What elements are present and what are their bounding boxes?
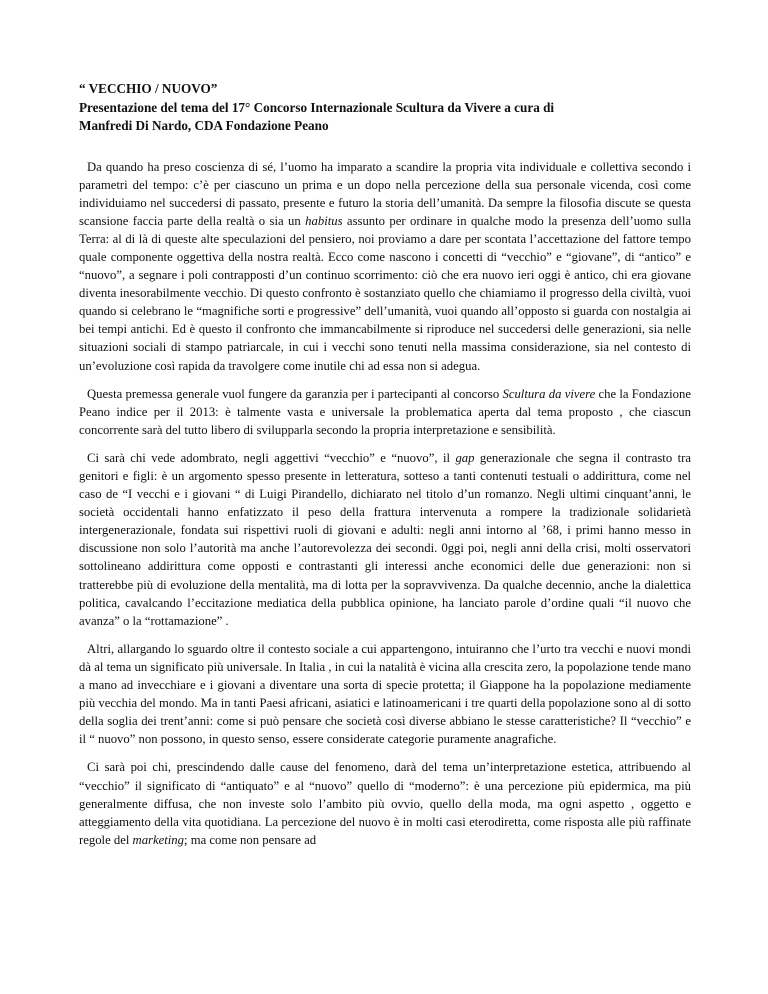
- paragraph-text: generazionale che segna il contrasto tra genitori e figli: è un argomento spesso presente in letteratura, sotteso a tanti contenuti testuali o addirittura, come nel caso de “I vecchi e i giovani “ di Luigi Pirandello, dichiarato nel titolo d’un romanzo. Negli ultimi cinquant’anni, le società occidentali hanno enfatizzato il peso della frattura intervenuta a rompere la tradizionale solidarietà intergenerazionale, fondata sui rispettivi ruoli di giovani e adulti: negli anni intorno al ’68, i primi hanno messo in discussione non solo l’autorità ma anche l’autorevolezza dei secondi. 0ggi poi, negli anni della crisi, molti osservatori sottolineano addirittura come opposti e contrastanti gli interessi anche economici delle due generazioni: non si tratterebbe più di evoluzione della mentalità, ma di lotta per la sopravvivenza. Da qualche decennio, anche la dialettica politica, cavalcando l’eccitazione mediatica della pubblica opinione, ha lanciato parole d’ordine quali “il nuovo che avanza” o la “rottamazione” .: [79, 450, 691, 628]
- paragraph-text: assunto per ordinare in qualche modo la presenza dell’uomo sulla Terra: al di là di queste alte speculazioni del pensiero, noi proviamo a dare per scontata l’accettazione del fattore tempo quale componente oggettiva della nostra realtà. Ecco come nascono i concetti di “vecchio” e “giovane”, di “antico” e “nuovo”, a segnare i poli contrapposti d’un continuo scorrimento: ciò che era nuovo ieri oggi è antico, chi era giovane diventa inesorabilmente vecchio. Di questo confronto è sostanziato quello che chiamiamo il progresso della civiltà, vuoi quando si celebrano le “magnifiche sorti e progressive” dell’umanità, vuoi quando all’opposto si guarda con nostalgia ai bei tempi antichi. Ed è questo il confronto che immancabilmente si riproduce nel succedersi delle generazioni, sia nelle situazioni sociali di stampo patriarcale, in cui i vecchi sono tenuti nella massima considerazione, sia nel contesto di un’evoluzione così rapida da travolgere come inutile chi ad essa non si adegua.: [79, 213, 691, 373]
- paragraph: [79, 640, 691, 749]
- document-page: [79, 80, 691, 859]
- title-line-2: Presentazione del tema del 17° Concorso Internazionale Scultura da Vivere a cura di: [79, 99, 555, 115]
- paragraph-text: Altri, allargando lo sguardo oltre il contesto sociale a cui appartengono, intuiranno che l’urto tra vecchi e nuovi mondi dà al tema un significato più universale. In Italia , in cui la natalità è vicina alla crescita zero, la popolazione tende mano a mano ad invecchiare e i giovani a diventare una sorta di specie protetta; il Giappone ha la popolazione mediamente più vecchia del mondo. Ma in tanti Paesi africani, asiatici e latinoamericani i tre quarti della popolazione sono al di sotto della soglia dei trent’anni: come si può pensare che società così diverse abbiano le stesse caratteristiche? Il “vecchio” e il “ nuovo” non possono, in questo senso, essere considerate categorie puramente anagrafiche.: [79, 641, 691, 747]
- body-text: [79, 158, 691, 849]
- paragraph-text: Ci sarà chi vede adombrato, negli aggettivi “vecchio” e “nuovo”, il: [87, 450, 456, 465]
- paragraph-text: Questa premessa generale vuol fungere da garanzia per i partecipanti al concorso: [87, 386, 503, 401]
- italic-term: habitus: [305, 213, 343, 228]
- title-line-3: Manfredi Di Nardo, CDA Fondazione Peano: [79, 118, 329, 133]
- paragraph: [79, 758, 691, 848]
- title-line-1: “ VECCHIO / NUOVO”: [79, 81, 218, 96]
- paragraph-text: che la Fondazione Peano indice per il 2013: è talmente vasta e universale la problematica aperta dal tema proposto , che ciascun concorrente sarà del tutto libero di svilupparla secondo la propria interpretazione e sensibilità.: [79, 386, 691, 437]
- paragraph: [79, 385, 691, 439]
- italic-term: Scultura da vivere: [502, 386, 596, 401]
- paragraph-text: Ci sarà poi chi, prescindendo dalle cause del fenomeno, darà del tema un’interpretazione estetica, attribuendo al “vecchio” il significato di “antiquato” e al “nuovo” quello di “moderno”: è una percezione più epidermica, ma più generalmente diffusa, che non investe solo l’ambito più ovvio, quello della moda, ma ogni aspetto , oggetto e atteggiamento della vita quotidiana. La percezione del nuovo è in molti casi eterodiretta, come risposta alle più raffinate regole del: [79, 760, 691, 847]
- italic-term: gap: [455, 450, 475, 465]
- italic-term: marketing: [132, 832, 184, 847]
- document-title: [79, 80, 691, 136]
- paragraph: [79, 158, 691, 375]
- paragraph-text: ; ma come non pensare ad: [184, 832, 317, 847]
- paragraph-text: Da quando ha preso coscienza di sé, l’uomo ha imparato a scandire la propria vita individuale e collettiva secondo i parametri del tempo: c’è per ciascuno un prima e un dopo nella percezione della sua personale vicenda, così come individuiamo nel succedersi di passato, presente e futuro la storia dell’umanità. Da sempre la filosofia discute se questa scansione faccia parte della realtà o sia un: [79, 159, 691, 228]
- paragraph: [79, 449, 691, 630]
